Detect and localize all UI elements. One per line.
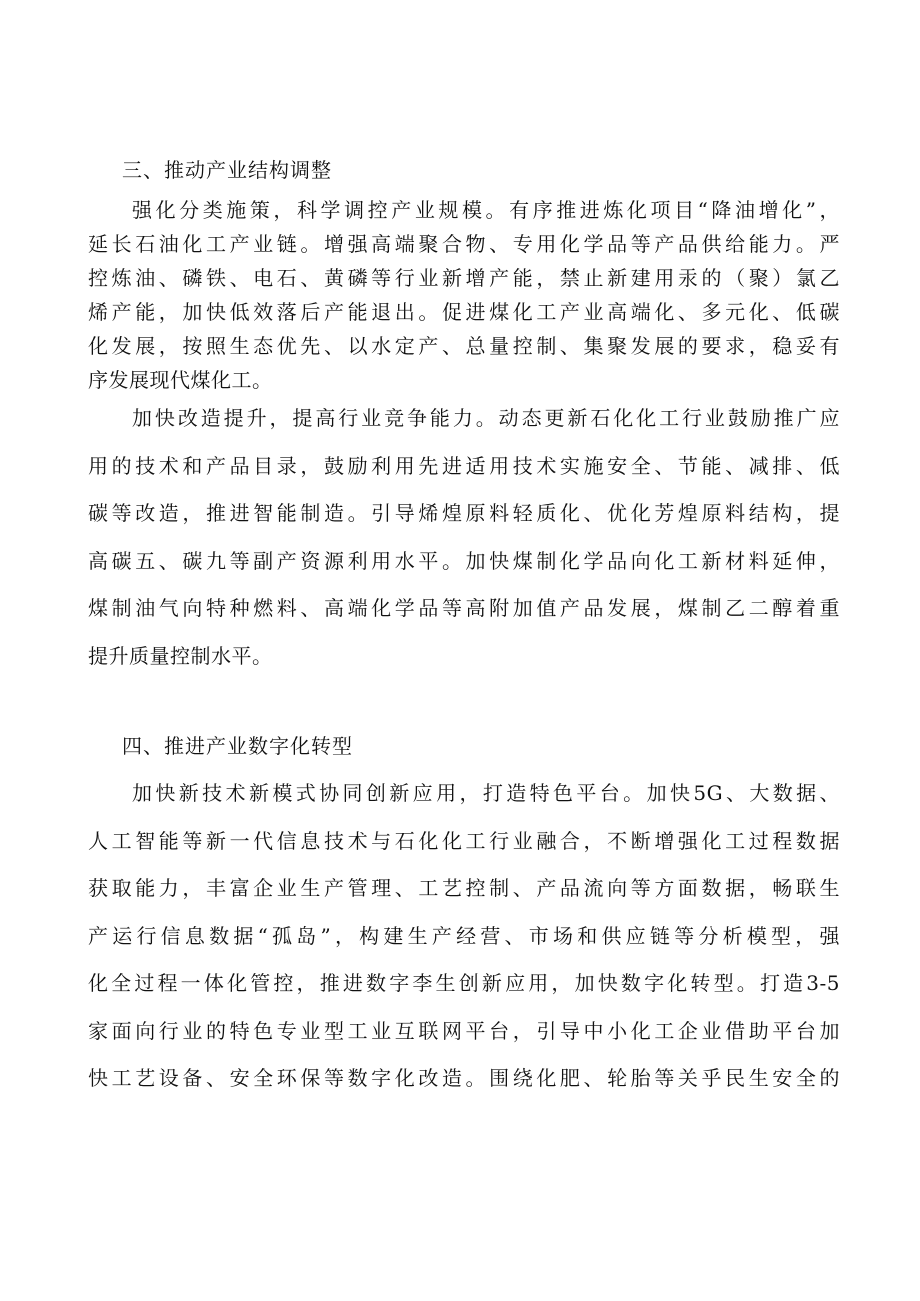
paragraph-upgrade-competitiveness [88,395,840,680]
paragraph-line: 加快新技术新模式协同创新应用，打造特色平台。加快5G、大数据、 [132,781,840,805]
paragraph-line: 产运行信息数据“孤岛”，构建生产经营、市场和供应链等分析模型，强 [88,923,840,948]
paragraph-line: 煤制油气向特种燃料、高端化学品等高附加值产品发展，煤制乙二醇着重 [88,596,840,620]
paragraph-line: 序发展现代煤化工。 [88,368,273,392]
paragraph-line: 加快改造提升，提高行业竞争能力。动态更新石化化工行业鼓励推广应 [132,406,840,430]
section-heading-4: 四、推进产业数字化转型 [122,734,353,758]
paragraph-line: 延长石油化工产业链。增强高端聚合物、专用化学品等产品供给能力。严 [88,232,840,256]
paragraph-line: 化全过程一体化管控，推进数字李生创新应用，加快数字化转型。打造3-5 [88,971,840,995]
paragraph-line: 高碳五、碳九等副产资源利用水平。加快煤制化学品向化工新材料延伸， [88,548,840,573]
paragraph-line: 家面向行业的特色专业型工业互联网平台，引导中小化工企业借助平台加 [88,1018,840,1043]
paragraph-line: 控炼油、磷铁、电石、黄磷等行业新增产能，禁止新建用汞的（聚）氯乙 [88,266,840,290]
paragraph-line: 烯产能，加快低效落后产能退出。促进煤化工产业高端化、多元化、低碳 [88,300,840,324]
paragraph-digital-transformation [88,770,840,1103]
paragraph-line: 强化分类施策，科学调控产业规模。有序推进炼化项目“降油增化”， [132,198,840,222]
paragraph-line: 获取能力，丰富企业生产管理、工艺控制、产品流向等方面数据，畅联生 [88,876,840,900]
paragraph-line: 用的技术和产品目录，鼓励利用先进适用技术实施安全、节能、减排、低 [88,453,840,478]
paragraph-line: 化发展，按照生态优先、以水定产、总量控制、集聚发展的要求，稳妥有 [88,334,840,358]
paragraph-line: 人工智能等新一代信息技术与石化化工行业融合，不断增强化工过程数据 [88,828,840,853]
paragraph-line: 提升质量控制水平。 [88,643,273,668]
paragraph-line: 快工艺设备、安全环保等数字化改造。围绕化肥、轮胎等关乎民生安全的 [88,1066,840,1090]
paragraph-industry-structure [88,193,840,397]
section-heading-3: 三、推动产业结构调整 [122,158,332,182]
paragraph-line: 碳等改造，推进智能制造。引导烯煌原料轻质化、优化芳煌原料结构，提 [88,501,840,525]
